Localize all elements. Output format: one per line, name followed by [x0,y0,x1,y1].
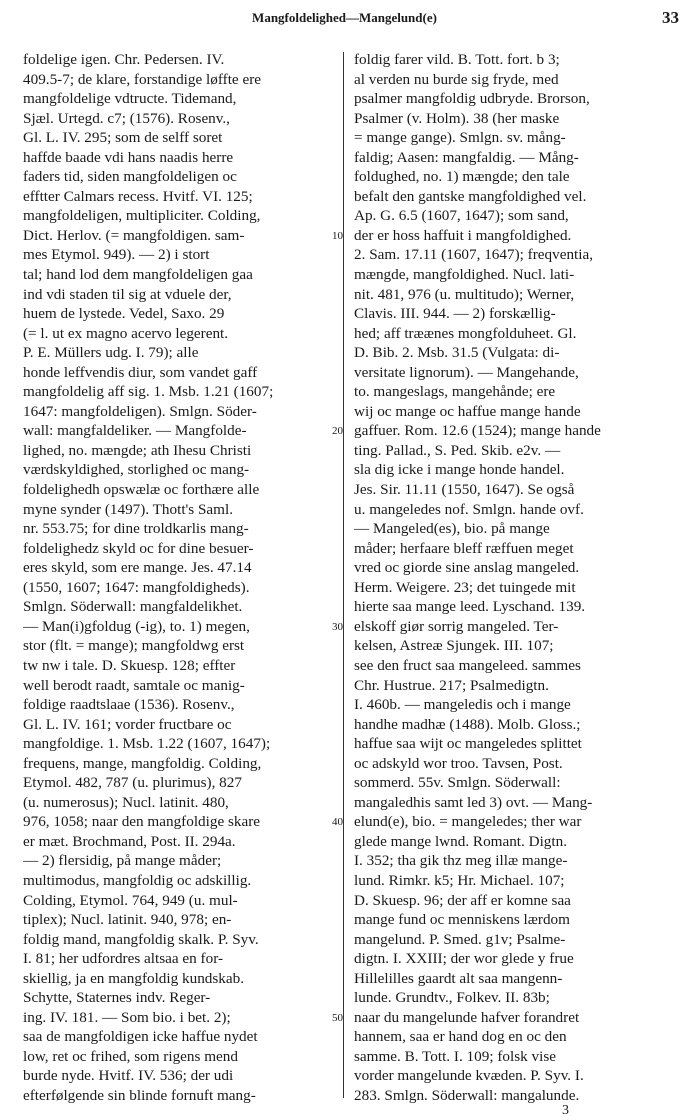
text-line: foldelige igen. Chr. Pedersen. IV. [23,51,225,68]
text-line: er mæt. Brochmand, Post. II. 294a. [23,832,236,850]
text-line: I. 460b. — mangeledis och i mange [354,696,571,714]
text-line: hannem, saa er hand dog en oc den [354,1028,567,1046]
text-line: foldelighedz skyld oc for dine besuer- [23,539,254,557]
text-line: Schytte, Staternes indv. Reger- [23,989,211,1007]
text-line: Psalmer (v. Holm). 38 (her maske [354,109,560,127]
text-line: = mange gange). Smlgn. sv. mång- [354,129,566,147]
text-line: måder; herfaare bleff ræffuen meget [354,539,574,557]
signature-mark: 3 [562,1103,569,1118]
text-line: mangfoldige. 1. Msb. 1.22 (1607, 1647); [23,735,271,753]
text-line: foldig farer vild. B. Tott. fort. b 3; [354,51,560,68]
text-line: sla dig icke i mange honde handel. [354,461,565,479]
text-line: tiplex); Nucl. latinit. 940, 978; en- [23,911,232,929]
text-line: Dict. Herlov. (= mangfoldigen. sam- [23,226,245,244]
text-line: hed; aff træænes mongfolduheet. Gl. [354,324,577,342]
text-line: I. 352; tha gik thz meg illæ mange- [354,852,568,870]
text-line: lighed, no. mængde; ath Ihesu Christi [23,441,252,459]
text-line: 976, 1058; naar den mangfoldige skare [23,813,261,831]
text-line: vred oc giorde sine anslag mangeled. [354,559,580,577]
text-line: værdskyldighed, storlighed oc mang- [23,461,250,479]
text-line: Clavis. III. 944. — 2) forskællig- [354,305,556,323]
text-line: faders tid, siden mangfoldeligen oc [23,168,237,186]
text-line: saa de mangfoldigen icke haffue nydet [23,1028,258,1046]
line-number: 40 [332,816,343,829]
text-line: naar du mangelunde hafver forandret [354,1008,580,1026]
left-column [23,50,341,1106]
text-line: wij oc mange oc haffue mange hande [354,402,581,420]
text-line: Colding, Etymol. 764, 949 (u. mul- [23,891,238,909]
text-line: lund. Rimkr. k5; Hr. Michael. 107; [354,871,565,889]
text-line: gaffuer. Rom. 12.6 (1524); mange hande [354,422,601,440]
right-column [354,50,676,1106]
text-line: 283. Smlgn. Söderwall: mangalunde. [354,1086,580,1104]
text-line: nit. 481, 976 (u. multitudo); Werner, [354,285,575,303]
running-head: Mangfoldelighed—Mangelund(e) [252,10,437,25]
page-number: 33 [662,8,679,27]
text-line: (= l. ut ex magno acervo legerent. [23,324,229,342]
text-line: tal; hand lod dem mangfoldeligen gaa [23,266,253,284]
text-line: tw nw i tale. D. Skuesp. 128; effter [23,656,236,674]
text-line: mes Etymol. 949). — 2) i stort [23,246,210,264]
line-number: 10 [332,229,343,242]
text-line: Gl. L. IV. 295; som de selff soret [23,129,223,147]
text-line: efftter Calmars recess. Hvitf. VI. 125; [23,187,253,205]
text-line: Hillelilles gaardt alt saa mangenn- [354,969,563,987]
text-line: foldelighedh opswælæ oc forthære alle [23,481,260,499]
text-line: mangelund. P. Smed. g1v; Psalme- [354,930,566,948]
text-line: psalmer mangfoldig udbryde. Brorson, [354,90,590,108]
line-number: 50 [332,1011,343,1024]
text-line: D. Bib. 2. Msb. 31.5 (Vulgata: di- [354,344,560,362]
text-line: mange fund oc menniskens lærdom [354,911,570,929]
text-line: sommerd. 55v. Smlgn. Söderwall: [354,774,561,792]
text-line: low, ret oc frihed, som rigens mend [23,1047,238,1065]
text-line: haffde baade vdi hans naadis herre [23,148,234,166]
text-line: mangfoldelige vdtructe. Tidemand, [23,90,237,108]
text-line: (1550, 1607; 1647: mangfoldigheds). [23,578,250,596]
text-line: huem de lystede. Vedel, Saxo. 29 [23,305,225,323]
text-line: (u. numerosus); Nucl. latinit. 480, [23,793,229,811]
text-line: mængde, mangfoldighed. Nucl. lati- [354,266,575,284]
text-line: Chr. Hustrue. 217; Psalmedigtn. [354,676,549,694]
text-line: foldige raadtslaae (1536). Rosenv., [23,696,235,714]
text-line: Jes. Sir. 11.11 (1550, 1647). Se også [354,481,575,499]
text-line: al verden nu burde sig fryde, med [354,70,559,88]
text-line: samme. B. Tott. I. 109; folsk vise [354,1047,556,1065]
text-line: eres skyld, som ere mange. Jes. 47.14 [23,559,252,577]
text-line: 409.5-7; de klare, forstandige løffte ere [23,70,261,88]
text-line: honde leffvendis diur, som vandet gaff [23,363,258,381]
text-line: efterfølgende sin blinde fornuft mang- [23,1086,256,1104]
text-line: elskoff giør sorrig mangeled. Ter- [354,617,559,635]
text-line: multimodus, mangfoldig oc adskillig. [23,871,252,889]
column-divider [343,52,344,1098]
text-line: burde nyde. Hvitf. IV. 536; der udi [23,1067,234,1085]
text-line: foldig mand, mangfoldig skalk. P. Syv. [23,930,259,948]
text-line: skiellig, ja en mangfoldig kundskab. [23,969,245,987]
text-line: see den fruct saa mangeleed. sammes [354,656,581,674]
text-line: Ap. G. 6.5 (1607, 1647); som sand, [354,207,569,225]
text-line: — 2) flersidig, på mange måder; [23,852,222,870]
text-line: ind vdi staden til sig at vduele der, [23,285,232,303]
text-line: versitate lignorum). — Mangehande, [354,363,579,381]
text-line: Smlgn. Söderwall: mangfaldelikhet. [23,598,243,616]
text-line: Herm. Weigere. 23; det tuingede mit [354,578,576,596]
text-line: hierte saa mange leed. Lyschand. 139. [354,598,586,616]
text-line: der er hoss haffuit i mangfoldighed. [354,226,572,244]
text-line: 1647: mangfoldeligen). Smlgn. Söder- [23,402,257,420]
text-line: mangfoldelig aff sig. 1. Msb. 1.21 (1607; [23,383,274,401]
text-line: vorder mangelunde kvæden. P. Syv. I. [354,1067,584,1085]
text-line: Gl. L. IV. 161; vorder fructbare oc [23,715,232,733]
text-line: frequens, mange, mangfoldig. Colding, [23,754,262,772]
text-line: ting. Pallad., S. Ped. Skib. e2v. — [354,441,561,459]
text-line: haffue saa wijt oc mangeledes splittet [354,735,582,753]
text-line: myne synder (1497). Thott's Saml. [23,500,233,518]
text-line: stor (flt. = mange); mangfoldwg erst [23,637,245,655]
text-line: wall: mangfaldeliker. — Mangfolde- [23,422,247,440]
text-line: elund(e), bio. = mangeledes; ther war [354,813,582,831]
text-line: D. Skuesp. 96; der aff er komne saa [354,891,571,909]
line-number: 20 [332,425,343,438]
text-line: well berodt raadt, samtale oc manig- [23,676,245,694]
text-line: befalt den gantske mangfoldighed vel. [354,187,587,205]
text-line: mangfoldeligen, multipliciter. Colding, [23,207,261,225]
text-line: handhe madhæ (1488). Molb. Gloss.; [354,715,581,733]
text-line: u. mangeledes nof. Smlgn. hande ovf. [354,500,584,518]
text-line: Sjæl. Urtegd. c7; (1576). Rosenv., [23,109,230,127]
text-line: Etymol. 482, 787 (u. plurimus), 827 [23,774,242,792]
text-line: 2. Sam. 17.11 (1607, 1647); freqventia, [354,246,594,264]
text-line: oc adskyld wor troo. Tavsen, Post. [354,754,563,772]
text-line: digtn. I. XXIII; der wor glede y frue [354,950,574,968]
text-line: to. mangeslags, mangehånde; ere [354,383,556,401]
text-line: nr. 553.75; for dine troldkarlis mang- [23,520,249,538]
text-line: kelsen, Astreæ Sjungek. III. 107; [354,637,554,655]
text-line: I. 81; her udfordres altsaa en for- [23,950,224,968]
text-line: — Mangeled(es), bio. på mange [354,520,550,538]
page-header [0,8,689,32]
text-line: — Man(i)gfoldug (-ig), to. 1) megen, [23,617,250,635]
text-line: mangaledhis samt led 3) ovt. — Mang- [354,793,593,811]
text-line: P. E. Müllers udg. I. 79); alle [23,344,199,362]
text-line: ing. IV. 181. — Som bio. i bet. 2); [23,1008,231,1026]
text-line: glede mange lwnd. Romant. Digtn. [354,832,568,850]
line-number: 30 [332,620,343,633]
text-line: faldig; Aasen: mangfaldig. — Mång- [354,148,579,166]
text-line: foldughed, no. 1) mængde; den tale [354,168,570,186]
text-line: lunde. Grundtv., Folkev. II. 83b; [354,989,550,1007]
